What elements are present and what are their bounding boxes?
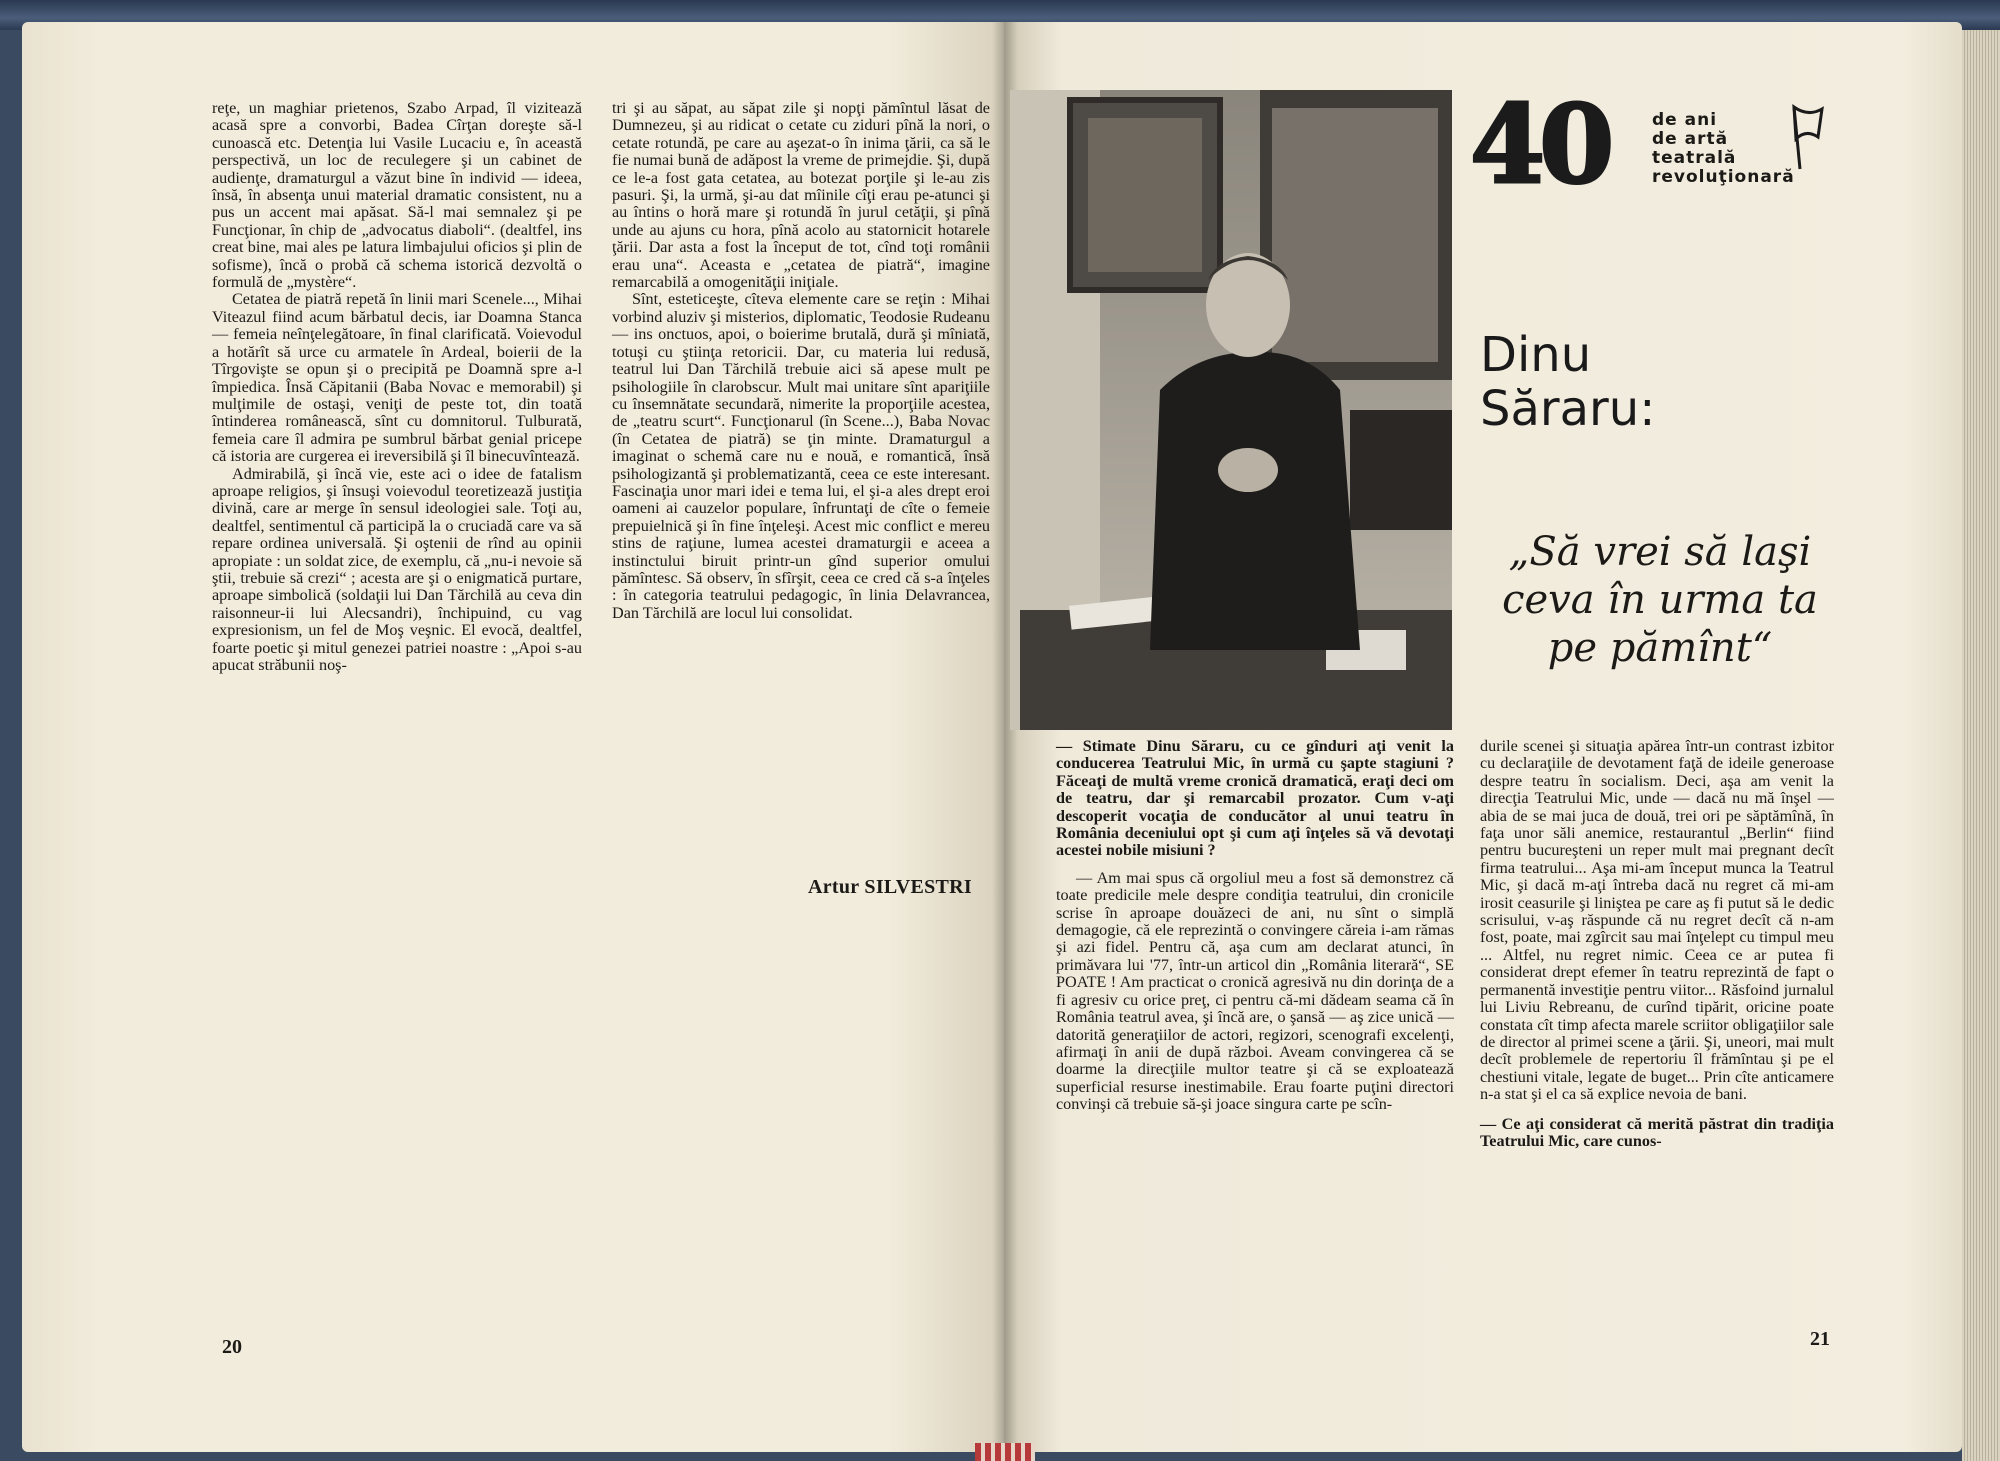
left-column-1 — [212, 100, 582, 674]
logo-line: de artă — [1652, 129, 1729, 149]
left-column-2 — [612, 100, 990, 622]
page-number-right: 21 — [1810, 1328, 1830, 1350]
paragraph: Cetatea de piatră repetă în linii mari Scenele..., Mihai Viteazul fiind acum bărbatul decis, iar Doamna Stanca — femeia neînţelegătoare, în final clarificată. Voievodul a hotărît să urce cu armatele în Ardeal, boierii de la Tîrgovişte se opun şi o precipită pe Doamnă spre a-l împiedica. Însă Căpitanii (Baba Novac e memorabil) şi mulţimile de ostaşi, veniţi de peste tot, din toată întinderea românească, sînt cu domnitorul. Tulburată, femeia care îl admira pe sumbrul bărbat genial pricepe că istoria are curgerea ei ireversibilă şi îl binecuvîntează. — [212, 290, 582, 466]
paragraph: Admirabilă, şi încă vie, este aci o idee de fatalism aproape religios, şi însuşi voievodul teoretizează justiţia divină, care ar merge în sensul ideologiei sale. Toţi au, dealtfel, sentimentul că participă la o cruciadă care va să repare ordinea universală. Şi oştenii de rînd au opinii apropiate : un soldat zice, de exemplu, că „nu-i nevoie să ştii, trebuie să crezi“ ; acesta are şi o enigmatică purtare, aproape simbolică (soldaţii lui Dan Tărchilă au ceva din raisonneur-ii lui Alecsandri), închipuind, cu vag expresionism, un fel de Moş veşnic. El evocă, dealtfel, foarte poetic şi mitul genezei patriei noastre : „Apoi s-au apucat străbunii noş- — [212, 464, 582, 674]
flag-icon — [1788, 103, 1828, 173]
subtitle-line: pe pămînt“ — [1547, 625, 1773, 671]
paragraph: Sînt, esteticeşte, cîteva elemente care se reţin : Mihai vorbind aluziv şi misterios, diplomatic, Teodosie Rudeanu — ins onctuos, apoi, o boierime brutală, dură şi mîniată, totuşi cu ştiinţa retoricii. Dar, cu materia lui redusă, teatrul lui Dan Tărchilă trebuie aici să apese mult pe psihologiile în clarobscur. Mult mai unitare sînt apariţiile cu însemnătate secundară, nimerite la proporţiile acestea, de „teatru scurt“. Funcţionarul (în Scene...), Baba Novac (în Cetatea de piatră) se ţin minte. Dramaturgul a imaginat o schemă care nu e nouă, e romantică, însă psihologizantă şi problematizantă, ceea ce este interesant. Fascinaţia unor mari idei e tema lui, el şi-a ales drept eroi oameni ai cauzelor populare, înfruntaţi de cîte o femeie prepuielnică şi în fine înţeleşi. Acest mic conflict e mereu stins de raţiune, lumea acestei dramaturgii e aceea a instinctului biruit printr-un gînd superior omului pămîntesc. Să observ, în sfîrşit, ceea ce cred că s-a înţeles : în categoria teatrului pedagogic, în linia Delavrancea, Dan Tărchilă are locul lui consolidat. — [612, 290, 990, 622]
page-edges — [1962, 30, 2000, 1461]
subtitle-line: „Să vrei să laşi — [1508, 529, 1812, 575]
spine-stitching — [975, 1443, 1035, 1461]
title-line: Dinu — [1480, 327, 1592, 383]
interview-question: — Ce aţi considerat că merită păstrat din tradiţia Teatrului Mic, care cunos- — [1480, 1114, 1834, 1150]
author-signature: Artur SILVESTRI — [808, 876, 973, 898]
paragraph: reţe, un maghiar prietenos, Szabo Arpad, îl vizitează acasă spre a convorbi, Badea Cîrţan doreşte să-l cunoască etc. Detenţia lui Vasile Lucaciu e, în această perspectivă, un loc de reculegere şi un cabinet de audienţe, dramaturgul a văzut bine în individ — ideea, însă, în absenţa unui material dramatic consistent, nu a pus un accent mai apăsat. Să-l mai semnalez şi pe Funcţionar, în chip de „advocatus diaboli“. (dealtfel, ins creat bine, mai ales pe latura limbajului oficios şi plin de sofisme), încă o probă că schema istorică dezvoltă o formulă de „mystère“. — [212, 99, 582, 292]
interview-subtitle — [1480, 528, 1840, 672]
interview-title — [1480, 328, 1655, 436]
interview-answer: — Am mai spus că orgoliul meu a fost să demonstrez că toate predicile mele despre condiţia teatrului, din cronicile scrise în aproape douăzeci de ani, nu sînt o simplă demagogie, că ele reprezintă o convingere căreia i-am rămas şi azi fidel. Pentru că, aşa cum am declarat atunci, în primăvara lui '77, într-un articol din „România literară“, SE POATE ! Am practicat o cronică agresivă nu din dorinţa de a fi agresiv cu orice preţ, ci pentru că-mi dădeam seama că în România teatrul avea, şi încă are, o şansă — aş zice unică — datorită generaţiilor de actori, regizori, scenografi excelenţi, afirmaţi în anii de după război. Aveam convingerea că se doarme la direcţiile multor teatre şi că se exploatează superficial resurse inestimabile. Erau foarte puţini directori convinşi că trebuie să-şi joace singura carte pe scîn- — [1056, 868, 1454, 1114]
paragraph: tri şi au săpat, au săpat zile şi nopţi pămîntul lăsat de Dumnezeu, şi au ridicat o cetate cu ziduri pînă la nori, o cetate rotundă, pe care au aşezat-o în inima ţării, ca să le fie numai bună de adăpost la vreme de primejdie. Şi, după ce le-a fost gata cetatea, au botezat porţile şi le-au zis pasuri. Şi, la urmă, şi-au dat mîinile cîţi erau pe-atunci şi au întins o horă mare şi rotundă în jurul cetăţii, şi pînă unde au ajuns cu hora, pînă acolo au statornicit hotarele ţării. Dar asta a fost la început de tot, cînd toţi românii erau una“. Aceasta e „cetatea de piatră“, imagine remarcabilă a omogenităţii iniţiale. — [612, 99, 990, 292]
portrait-illustration — [1010, 90, 1452, 730]
subtitle-line: ceva în urma ta — [1502, 577, 1818, 623]
logo-line: revoluţionară — [1652, 167, 1795, 187]
logo-number: 40 — [1470, 82, 1609, 208]
logo-line: de ani — [1652, 110, 1718, 130]
anniversary-logo — [1470, 82, 1830, 208]
portrait-photo — [1010, 90, 1452, 730]
logo-line: teatrală — [1652, 148, 1737, 168]
title-line: Săraru: — [1480, 381, 1656, 437]
right-column-2 — [1480, 738, 1834, 1150]
logo-text — [1652, 111, 1795, 187]
interview-answer: durile scenei şi situaţia apărea într-un contrast izbitor cu declaraţiile de devotament faţă de ideile generoase despre teatru în socialism. Deci, aşa am venit la direcţia Teatrului Mic, unde — dacă nu mă înşel — abia de se mai juca de două, trei ori pe săptămînă, în faţa unor săli anemice, restaurantul „Berlin“ fiind pentru bucureşteni un reper mult mai pregnant decît firma teatrului... Aşa mi-am început munca la Teatrul Mic, şi dacă m-aţi întreba dacă nu regret că mi-am irosit ceasurile şi liniştea pe care aş fi putut să le dedic scrisului, v-aş răspunde că nu regret decît că n-am fost, poate, mai zgîrcit sau mai înţelept cu timpul meu ... Altfel, nu regret nimic. Ceea ce ar putea fi considerat drept efemer în teatru reprezintă de fapt o permanentă investiţie pentru viitor... Răsfoind jurnalul lui Liviu Rebreanu, de curînd tipărit, oricine poate constata cît timp afecta marele scriitor obligaţiilor sale de director al primei scene a ţării. Şi, uneori, mai mult decît problemele de repertoriu îl frămîntau şi pe el chestiuni vitale, legate de buget... Prin cîte anticamere n-a stat şi el ca să explice nevoia de bani. — [1480, 737, 1834, 1104]
interview-question: — Stimate Dinu Săraru, cu ce gînduri aţi venit la conducerea Teatrului Mic, în urmă cu şapte stagiuni ? Făceaţi de multă vreme cronică dramatică, eraţi deci om de teatru, dar şi remarcabil prozator. Cum v-aţi descoperit vocaţia de conducător al unui teatru în România deceniului opt şi cum aţi înţeles să vă devotaţi acestei nobile misiuni ? — [1056, 737, 1454, 860]
right-column-1 — [1056, 738, 1454, 1114]
page-number-left: 20 — [222, 1336, 242, 1358]
